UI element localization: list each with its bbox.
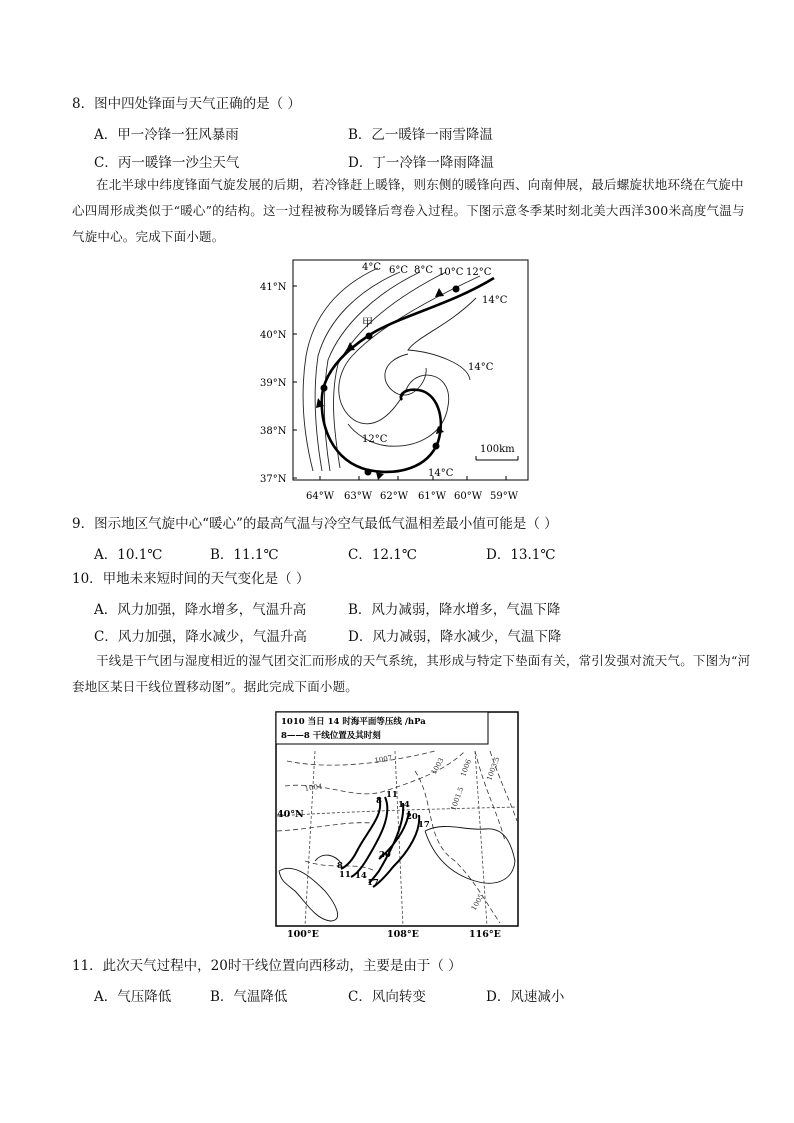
lat-label-39: 39°N [260, 378, 287, 389]
legend-isobar: 1010 当日 14 时海平面等压线 /hPa [281, 717, 426, 727]
time-label: 20 [379, 850, 391, 860]
lon-label-108: 108°E [387, 929, 419, 939]
q9-option-a: A．10.1℃ [94, 547, 163, 563]
q11-stem: 11．此次天气过程中，20时干线位置向西移动，主要是由于（ ） [72, 958, 462, 974]
dryline-movement-map [275, 711, 519, 939]
time-label: 17 [367, 878, 379, 888]
warm-front-marker [321, 385, 328, 392]
legend-dryline: 8——8 干线位置及其时刻 [281, 731, 381, 741]
q9-option-d: D．13.1℃ [486, 547, 556, 563]
isotherm-label-14c: 14°C [482, 295, 508, 306]
q10-option-b: B．风力减弱，降水增多，气温下降 [348, 602, 561, 618]
q8-option-d: D．丁一冷锋一降雨降温 [348, 155, 494, 171]
isotherm-label-14c: 14°C [468, 362, 494, 373]
lon-label-61: 61°W [418, 491, 447, 502]
time-label: 20 [406, 812, 418, 822]
isotherm-label-6c: 6°C [389, 265, 409, 276]
isobar-label: 1003 [429, 756, 446, 776]
lat-label-41: 41°N [260, 282, 287, 293]
cyclone-isotherm-map [258, 256, 538, 504]
warm-front-marker [453, 286, 460, 293]
isotherm-label-14c: 14°C [428, 468, 454, 479]
q8-option-a: A．甲一冷锋一狂风暴雨 [94, 127, 239, 143]
q8-option-c: C．丙一暖锋一沙尘天气 [94, 155, 240, 171]
scale-label: 100km [480, 444, 515, 455]
isotherm-label-10c: 10°C [438, 267, 464, 278]
lat-label: 40°N [277, 809, 304, 820]
q11-option-c: C．风向转变 [348, 989, 426, 1005]
isotherm-label-12c: 12°C [466, 267, 492, 278]
isobar-label: 1004 [304, 782, 323, 793]
isobar-label: 1005 [469, 892, 486, 912]
lon-label-62: 62°W [380, 491, 409, 502]
lat-label-38: 38°N [260, 426, 287, 437]
q10-option-a: A．风力加强，降水增多，气温升高 [94, 602, 307, 618]
isotherm-label-4c: 4°C [362, 262, 382, 273]
isobar-label: 1007 [373, 753, 393, 765]
q10-option-d: D．风力减弱，降水减少，气温下降 [348, 629, 562, 645]
q9-option-b: B．11.1℃ [210, 547, 279, 563]
cold-front-marker [376, 472, 384, 480]
isobar-label: 1001.5 [449, 785, 466, 812]
warm-front-marker [433, 443, 440, 450]
point-label-jia: 甲 [362, 316, 373, 329]
time-label: 14 [398, 800, 410, 810]
lon-label-64: 64°W [306, 491, 335, 502]
lat-label-37: 37°N [260, 474, 287, 485]
q11-option-a: A．气压降低 [94, 989, 172, 1005]
isotherm-14b [385, 354, 426, 395]
passage-warm-front: 在北半球中纬度锋面气旋发展的后期，若冷锋赶上暖锋，则东侧的暖锋向西、向南伸展，最后螺旋状地环绕在气旋中心四周形成类似于“暖心”的结构。这一过程被称为暖锋后弯卷入过程。下图示意冬季某时刻北美大西洋300米高度气温与气旋中心。完成下面小题。 [72, 177, 745, 244]
time-label: 11 [386, 790, 398, 800]
q8-stem: 8．图中四处锋面与天气正确的是（ ） [72, 96, 301, 112]
passage-dryline: 干线是干气团与湿度相近的湿气团交汇而形成的天气系统，其形成与特定下垫面有关，常引发强对流天气。下图为“河套地区某日干线位置移动图”。据此完成下面小题。 [72, 653, 751, 694]
lon-label-59: 59°W [490, 491, 519, 502]
isotherm-label-8c: 8°C [414, 265, 434, 276]
isotherm-14a [408, 298, 476, 380]
lat-label-40: 40°N [260, 330, 287, 341]
isotherm-label-12c: 12°C [362, 434, 388, 445]
time-label: 17 [418, 820, 430, 830]
isobar-label: 1003.5 [485, 755, 502, 782]
lon-label-60: 60°W [454, 491, 483, 502]
q9-option-c: C．12.1℃ [348, 547, 417, 563]
warm-front-marker [365, 469, 372, 476]
time-label: 8 [376, 796, 382, 806]
time-label: 11 [339, 870, 351, 880]
lon-label-63: 63°W [344, 491, 373, 502]
q10-stem: 10．甲地未来短时间的天气变化是（ ） [72, 571, 310, 587]
isotherm-12 [339, 276, 480, 446]
warm-front-marker [366, 333, 373, 340]
q9-stem: 9．图示地区气旋中心“暖心”的最高气温与冷空气最低气温相差最小值可能是（ ） [72, 516, 558, 532]
q11-option-b: B．气温降低 [210, 989, 288, 1005]
time-label: 14 [355, 871, 367, 881]
dryline-8 [341, 797, 380, 869]
isobar-label: 1006 [459, 758, 473, 778]
lon-label-116: 116°E [469, 929, 501, 939]
cold-front-marker [435, 288, 444, 297]
q10-option-c: C．风力加强，降水减少，气温升高 [94, 629, 307, 645]
time-label: 8 [337, 861, 343, 871]
q8-option-b: B．乙一暖锋一雨雪降温 [348, 127, 493, 143]
q11-option-d: D．风速减小 [486, 989, 565, 1005]
lon-label-100: 100°E [287, 929, 319, 939]
